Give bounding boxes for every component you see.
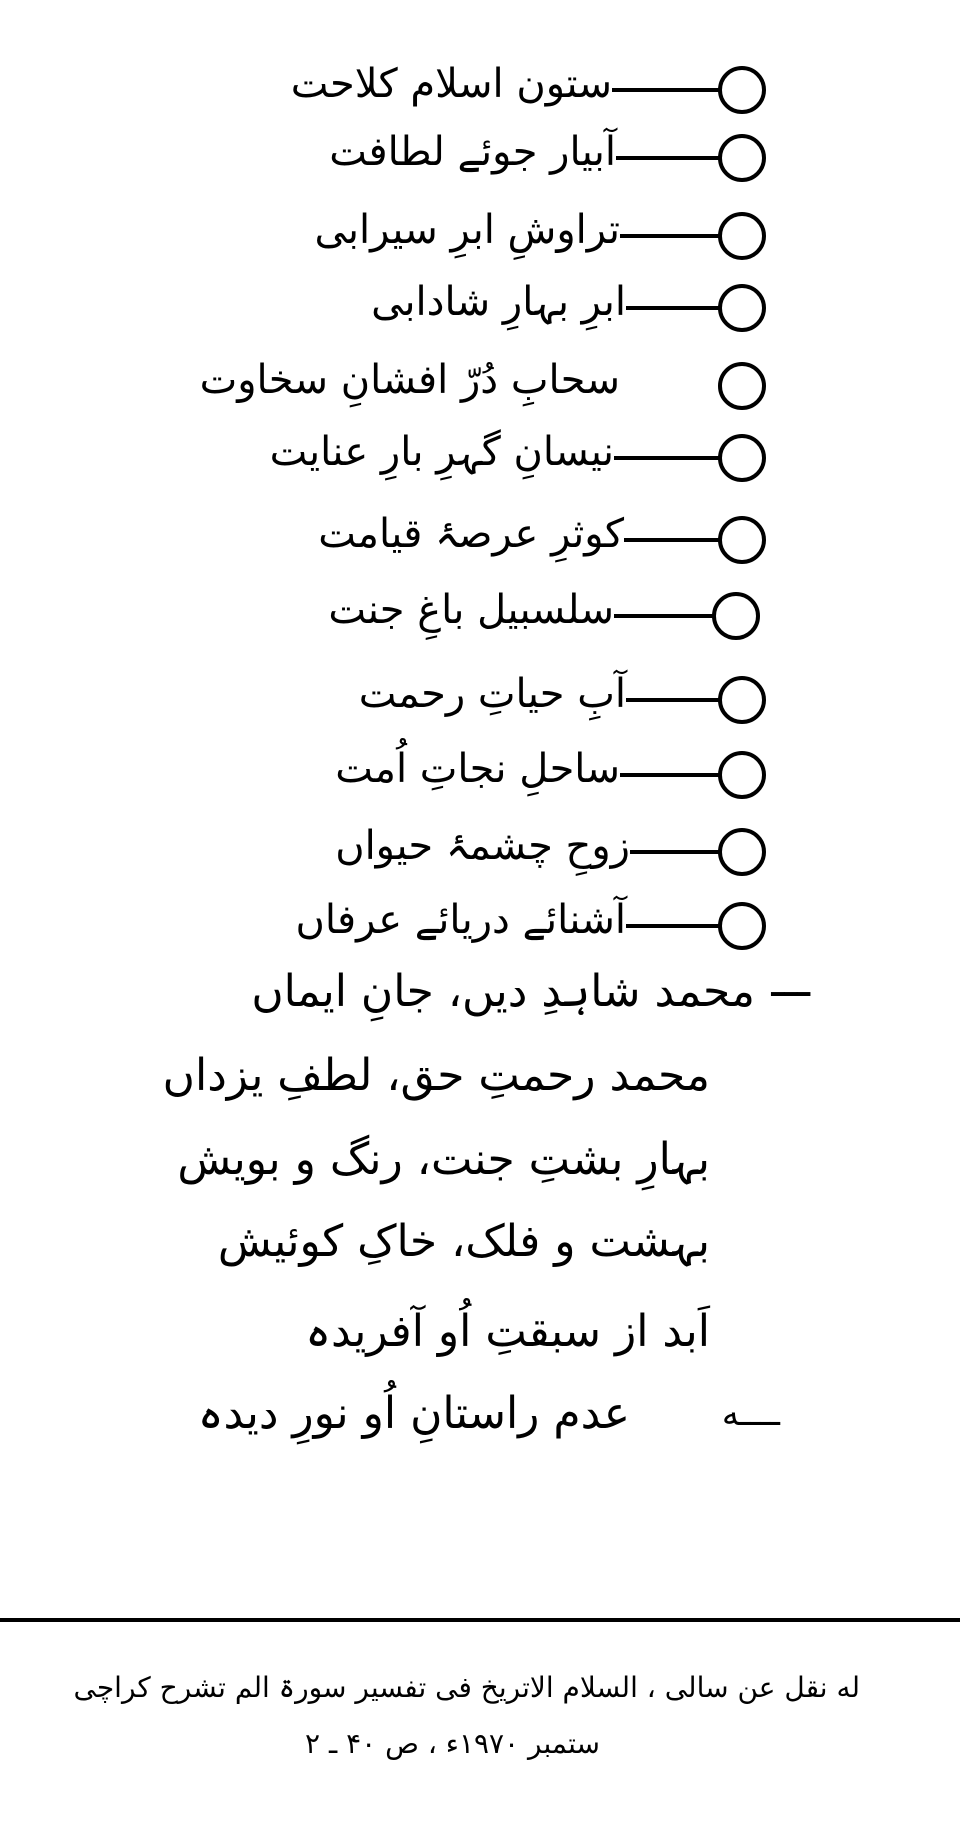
bullet-row	[0, 268, 960, 348]
verse-line: محمد رحمتِ حق، لطفِ یزداں	[162, 1050, 710, 1101]
footnote-marker: ــــه	[721, 1394, 780, 1434]
verse-line: محمد شاہدِ دیں، جانِ ایماں	[251, 966, 755, 1017]
leader-line	[624, 538, 722, 542]
circle-bullet-icon	[718, 66, 766, 114]
bullet-text: زوحِ چشمۂ حیواں	[335, 823, 630, 869]
bullet-row	[0, 346, 960, 426]
bullet-row	[0, 735, 960, 815]
leader-line	[614, 614, 714, 618]
verse-line: بہشت و فلک، خاکِ کوئیش	[217, 1216, 710, 1267]
circle-bullet-icon	[718, 902, 766, 950]
leader-line	[620, 234, 722, 238]
leader-line	[616, 156, 722, 160]
circle-bullet-icon	[718, 828, 766, 876]
circle-bullet-icon	[718, 676, 766, 724]
bullet-text: ابرِ بہارِ شادابی	[371, 279, 626, 325]
circle-bullet-icon	[712, 592, 760, 640]
bullet-row	[0, 418, 960, 498]
leader-line	[614, 456, 722, 460]
circle-bullet-icon	[718, 134, 766, 182]
circle-bullet-icon	[718, 362, 766, 410]
leader-line	[620, 773, 722, 777]
leader-line	[626, 698, 722, 702]
bullet-row	[0, 576, 960, 656]
bullet-text: سحابِ دُرّ افشانِ سخاوت	[199, 357, 620, 403]
leader-line	[612, 88, 722, 92]
footnote-line: ستمبر ۱۹۷۰ء ، ص ۴۰ ـ ۲	[305, 1727, 600, 1760]
bullet-row	[0, 118, 960, 198]
bullet-text: آشنائے دریائے عرفاں	[295, 897, 626, 943]
verse-line: اَبد از سبقتِ اُو آفریدہ	[305, 1306, 710, 1357]
bullet-text: نیسانِ گہرِ بارِ عنایت	[269, 429, 614, 475]
bullet-text: ساحلِ نجاتِ اُمت	[335, 746, 620, 792]
footnote-divider	[0, 1618, 960, 1622]
bullet-text: آبیار جوئے لطافت	[329, 129, 616, 175]
bullet-text: آبِ حیاتِ رحمت	[358, 671, 626, 717]
bullet-row	[0, 886, 960, 966]
bullet-text: کوثرِ عرصۂ قیامت	[318, 511, 624, 557]
verse-line: بہارِ بشتِ جنت، رنگ و بویش	[177, 1134, 710, 1185]
bullet-row	[0, 660, 960, 740]
bullet-text: تراوشِ ابرِ سیرابی	[314, 207, 620, 253]
leader-line	[626, 306, 722, 310]
circle-bullet-icon	[718, 284, 766, 332]
bullet-text: سلسبیل باغِ جنت	[328, 587, 614, 633]
footnote-line: له نقل عن سالی ، السلام الاتریخ فی تفسیر سورۃ الم تشرح کراچی	[73, 1671, 860, 1704]
bullet-row	[0, 500, 960, 580]
bullet-text: ستون اسلام کلاحت	[290, 61, 612, 107]
verse-line: عدم راستانِ اُو نورِ دیدہ	[197, 1388, 630, 1439]
bullet-row	[0, 196, 960, 276]
leader-line	[626, 924, 722, 928]
circle-bullet-icon	[718, 751, 766, 799]
circle-bullet-icon	[718, 212, 766, 260]
bullet-row	[0, 812, 960, 892]
circle-bullet-icon	[718, 434, 766, 482]
circle-bullet-icon	[718, 516, 766, 564]
verse-dash: ـــ	[771, 956, 810, 1007]
leader-line	[630, 850, 722, 854]
